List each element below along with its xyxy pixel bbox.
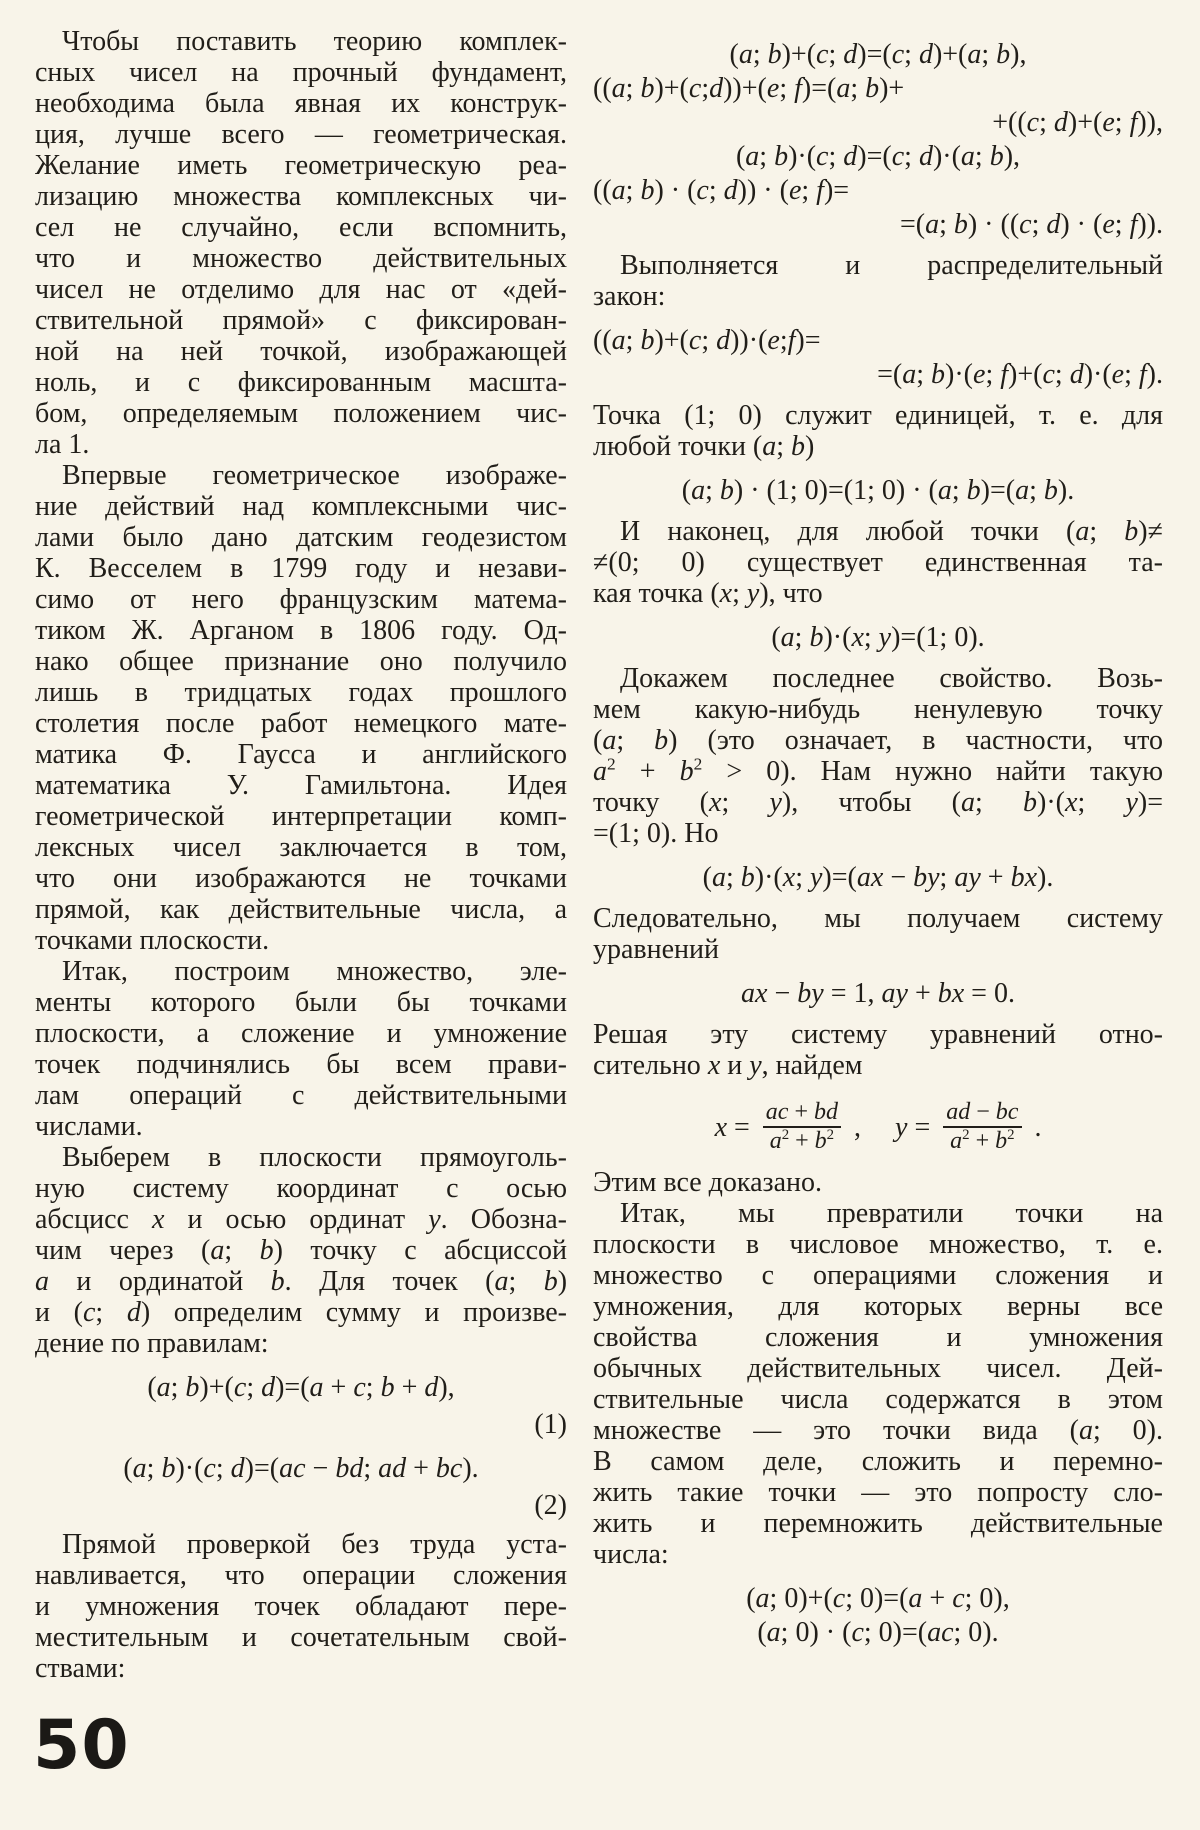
text-line: ной на ней точкой, изображающей: [35, 336, 567, 367]
text-line: лексных чисел заключается в том,: [35, 832, 567, 863]
text-line: уравнений: [593, 934, 720, 965]
fraction-part: [895, 1099, 1041, 1155]
text-line: (a; b) (это означает, в частности, что: [593, 725, 1163, 756]
formula-line: =(a; b)·(e; f)+(c; d)·(e; f).: [877, 359, 1163, 390]
paragraph: [593, 1167, 1163, 1198]
paragraph: [35, 460, 567, 956]
formula-line: (a; b)·(x; y)=(ax − by; ay + bx).: [702, 862, 1054, 893]
text-line: чим через (a; b) точку с абсциссой: [35, 1235, 568, 1266]
text-line: чисел не отделимо для нас от «дей-: [35, 274, 567, 305]
formula: [593, 861, 1163, 895]
fraction-denominator: $a^2 + b^2$: [943, 1126, 1021, 1155]
text-line: числами.: [35, 1111, 143, 1142]
text-line: дение по правилам:: [35, 1328, 269, 1359]
text-line: обычных действительных чисел. Дей-: [593, 1353, 1163, 1384]
text-line: Прямой проверкой без труда уста-: [62, 1529, 567, 1560]
text-line: Решая эту систему уравнений отно-: [593, 1019, 1163, 1050]
fraction-separator: .: [1034, 1111, 1042, 1143]
text-line: и (c; d) определим сумму и произве-: [35, 1297, 568, 1328]
fraction-denominator: $a^2 + b^2$: [763, 1126, 841, 1155]
text-line: менты которого были бы точками: [35, 987, 567, 1018]
text-line: числа:: [593, 1539, 669, 1570]
text-line: симо от него французским матема-: [35, 584, 567, 615]
text-line: Чтобы поставить теорию комплек-: [62, 26, 567, 57]
text-line: матика Ф. Гаусса и английского: [35, 739, 567, 770]
formula-line: ((a; b)+(c;d))+(e; f)=(a; b)+: [593, 73, 905, 104]
text-line: ние действий над комплексными чис-: [35, 491, 567, 522]
formula: [593, 621, 1163, 655]
text-line: Этим все доказано.: [593, 1167, 823, 1198]
text-line: ствительной прямой» с фиксирован-: [35, 305, 567, 336]
text-line: необходима была явная их конструк-: [35, 88, 567, 119]
text-line: умножения, для которых верны все: [593, 1291, 1163, 1322]
formula: [593, 1582, 1163, 1650]
text-line: сных чисел на прочный фундамент,: [35, 57, 567, 88]
text-line: закон:: [593, 281, 666, 312]
formula-line: ((a; b) · (c; d)) · (e; f)=: [593, 175, 850, 206]
fraction: [759, 1099, 845, 1155]
text-line: ла 1.: [35, 429, 90, 460]
paragraph: [593, 400, 1163, 462]
text-line: тиком Ж. Арганом в 1806 году. Од-: [35, 615, 567, 646]
text-line: точку (x; y), чтобы (a; b)·(x; y)=: [593, 787, 1164, 818]
text-line: К. Весселем в 1799 году и незави-: [35, 553, 567, 584]
two-column-text: [35, 26, 1163, 1684]
formula: [593, 38, 1163, 242]
formula-line: (a; b)·(c; d)=(c; d)·(a; b),: [735, 141, 1021, 172]
paragraph: [593, 1198, 1163, 1570]
text-line: навливается, что операции сложения: [35, 1560, 567, 1591]
formula: [35, 1371, 567, 1440]
paragraph: [593, 663, 1163, 849]
formula-line: (a; b)·(x; y)=(1; 0).: [771, 622, 985, 653]
paragraph: [35, 1142, 567, 1359]
text-line: абсцисс x и осью ординат y. Обозна-: [35, 1204, 567, 1235]
paragraph: [593, 516, 1163, 609]
formula-line: (a; b)+(c; d)=(a + c; b + d),: [147, 1372, 455, 1403]
formula: [593, 977, 1163, 1011]
text-line: сел не случайно, если вспомнить,: [35, 212, 567, 243]
text-line: лами было дано датским геодезистом: [35, 522, 567, 553]
text-line: Выберем в плоскости прямоуголь-: [62, 1142, 567, 1173]
text-line: кая точка (x; y), что: [593, 578, 823, 609]
text-line: Точка (1; 0) служит единицей, т. е. для: [593, 400, 1163, 431]
fraction-numerator: ad − bc: [946, 1099, 1019, 1125]
formula-line: ((a; b)+(c; d))·(e;f)=: [593, 325, 821, 356]
fraction-part: [715, 1099, 861, 1155]
paragraph: [35, 26, 567, 460]
text-line: ноль, и с фиксированным масшта-: [35, 367, 567, 398]
text-line: мем какую-нибудь ненулевую точку: [593, 694, 1163, 725]
formula: [593, 474, 1163, 508]
text-line: бом, определяемым положением чис-: [35, 398, 567, 429]
text-line: что и множество действительных: [35, 243, 567, 274]
paragraph: [35, 1529, 567, 1684]
formula-line: =(a; b) · ((c; d) · (e; f)).: [899, 209, 1163, 240]
text-line: нако общее признание оно получило: [35, 646, 567, 677]
text-line: свойства сложения и умножения: [593, 1322, 1163, 1353]
text-line: И наконец, для любой точки (a; b)≠: [620, 516, 1163, 547]
equation-number: (2): [534, 1490, 567, 1521]
text-line: столетия после работ немецкого мате-: [35, 708, 567, 739]
text-line: Итак, построим множество, эле-: [62, 956, 567, 987]
text-line: математика У. Гамильтона. Идея: [35, 770, 567, 801]
fraction-lhs: x =: [714, 1111, 750, 1143]
text-line: множестве — это точки вида (a; 0).: [593, 1415, 1163, 1446]
text-line: геометрической интерпретации комп-: [35, 801, 567, 832]
right-column: [593, 26, 1163, 1684]
paragraph: [593, 903, 1163, 965]
text-line: жить такие точки — это попросту сло-: [593, 1477, 1163, 1508]
text-line: В самом деле, сложить и перемно-: [593, 1446, 1163, 1477]
text-line: ция, лучше всего — геометрическая.: [35, 119, 567, 150]
text-line: Следовательно, мы получаем систему: [593, 903, 1163, 934]
text-line: ствами:: [35, 1653, 126, 1684]
text-line: любой точки (a; b): [593, 431, 815, 462]
equation-number: (1): [534, 1409, 567, 1440]
formula-line: (a; 0)+(c; 0)=(a + c; 0),: [746, 1583, 1010, 1614]
text-line: что они изображаются не точками: [35, 863, 567, 894]
fraction: [939, 1099, 1025, 1155]
text-line: ную систему координат с осью: [35, 1173, 567, 1204]
text-line: Итак, мы превратили точки на: [620, 1198, 1163, 1229]
text-line: лишь в тридцатых годах прошлого: [35, 677, 567, 708]
text-line: прямой, как действительные числа, а: [35, 894, 567, 925]
formula-line: (a; b)+(c; d)=(c; d)+(a; b),: [729, 39, 1027, 70]
text-line: Докажем последнее свойство. Возь-: [620, 663, 1163, 694]
text-line: $a^2 + b^2 > 0$). Нам нужно найти такую: [593, 754, 1163, 787]
text-line: и умножения точек обладают пере-: [35, 1591, 567, 1622]
text-line: Впервые геометрическое изображе-: [62, 460, 567, 491]
text-line: =(1; 0). Но: [593, 818, 719, 849]
text-line: a и ординатой b. Для точек (a; b): [35, 1266, 568, 1297]
fraction-separator: ,: [854, 1111, 861, 1143]
page-number: 50: [33, 1706, 130, 1785]
formula: [593, 324, 1163, 392]
paragraph: [593, 1019, 1163, 1081]
left-column: [35, 26, 567, 1684]
text-line: множество с операциями сложения и: [593, 1260, 1163, 1291]
text-line: жить и перемножить действительные: [593, 1508, 1163, 1539]
text-line: лам операций с действительными: [35, 1080, 567, 1111]
text-line: местительным и сочетательным свой-: [35, 1622, 567, 1653]
formula-line: +((c; d)+(e; f)),: [992, 107, 1163, 138]
formula-line: (a; 0) · (c; 0)=(ac; 0).: [757, 1617, 999, 1648]
text-line: Желание иметь геометрическую реа-: [35, 150, 567, 181]
paragraph: [593, 250, 1163, 312]
text-line: плоскости в числовое множество, т. е.: [593, 1229, 1163, 1260]
text-line: ствительные числа содержатся в этом: [593, 1384, 1163, 1415]
text-line: ≠(0; 0) существует единственная та-: [593, 547, 1163, 578]
paragraph: [35, 956, 567, 1142]
fraction-formula: [593, 1099, 1163, 1155]
formula-line: ax − by = 1, ay + bx = 0.: [741, 978, 1015, 1009]
fraction-lhs: y =: [895, 1111, 931, 1143]
formula-line: (a; b) · (1; 0)=(1; 0) · (a; b)=(a; b).: [681, 475, 1075, 506]
text-line: точками плоскости.: [35, 925, 270, 956]
fraction-numerator: ac + bd: [765, 1099, 838, 1125]
text-line: Выполняется и распределительный: [620, 250, 1163, 281]
text-line: плоскости, а сложение и умножение: [35, 1018, 567, 1049]
text-line: лизацию множества комплексных чи-: [35, 181, 567, 212]
formula: [35, 1452, 567, 1521]
text-line: сительно x и y, найдем: [593, 1050, 863, 1081]
formula-line: (a; b)·(c; d)=(ac − bd; ad + bc).: [123, 1453, 479, 1484]
text-line: точек подчинялись бы всем прави-: [35, 1049, 567, 1080]
